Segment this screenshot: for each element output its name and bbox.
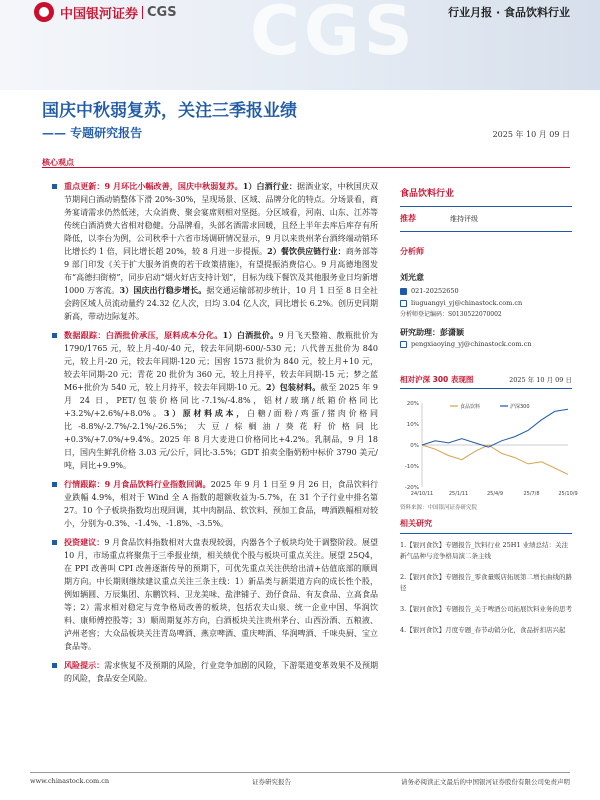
footer-center: 证券研究报告	[252, 778, 291, 786]
phone-icon	[400, 288, 407, 295]
x-tick-label: 25/10/9	[558, 491, 578, 497]
para-market-tracking	[50, 478, 378, 530]
analyst-cert: 分析师登记编码：S0130522070002	[400, 311, 502, 318]
para-keyword: 投资建议：	[64, 537, 105, 547]
analyst-contact	[400, 285, 572, 321]
rating-label: 推荐	[400, 214, 416, 223]
core-divider	[42, 167, 570, 168]
para-keyword: 风险提示：	[64, 660, 105, 670]
related-list	[400, 540, 572, 646]
para-text: 据酒业家，中秋国庆双节期间白酒动销整体下滑 20%-30%，呈现场景、区域、品牌分化的特点。分场景看，商务宴请需求仍然低迷，大众消费、聚会宴席则相对坚挺。分区域看，河南、山东、江苏等传统白酒消费大省相对稳健。分品牌看，头部名酒需求回暖，且经上半年去库后库存有所降低，以李台为例，公司秋季十六省市场调研情况显示，9 月以来贵州茅台酒终端动销环比增长约 1 倍，同比增长超 20%，较 8 月进一步提振。	[64, 182, 378, 256]
industry-section	[400, 180, 572, 207]
x-tick-label: 25/4/9	[486, 491, 504, 497]
rating-row	[400, 213, 572, 232]
logo-mark-icon	[34, 2, 54, 22]
chart-source: 资料来源：中国银河证券研究院	[400, 505, 478, 511]
series-line-0	[422, 445, 568, 474]
chart-header	[400, 372, 572, 389]
logo-cn-text: 中国银河证券	[60, 6, 139, 22]
y-tick-label: 0%	[410, 443, 419, 449]
legend-label: 食品饮料	[460, 404, 481, 410]
para-investment-advice	[50, 536, 378, 653]
analyst-heading: 分析师	[400, 247, 424, 256]
related-item[interactable]: 1.【银河食饮】专题报告_饮料行业 25H1 业绩总结：关注新气品种与竞争格局演二条主线	[400, 541, 569, 560]
industry-label: 食品饮料行业	[400, 189, 455, 199]
main-content	[50, 180, 378, 691]
logo-en-text: CGS	[147, 4, 177, 20]
related-item[interactable]: 4.【银河食饮】月度专题_春节动销分化，食品折扣店兴起	[400, 626, 566, 634]
x-tick-label: 25/1/11	[448, 491, 469, 497]
analyst-name: 刘光意	[400, 273, 424, 282]
legend-label: 沪深300	[510, 404, 530, 410]
footer	[30, 772, 570, 786]
sidebar	[400, 180, 572, 350]
para-text: 9 月飞天整箱、散瓶批价为 1790/1765 元，较上月-40/-40 元，较去年同期-600/-530 元；八代普五批价为 840 元，较上月-20 元，较去年同期-120 元；国窖 1573 批价为 840 元，较上月+10 元，较去年同期-20 元；青花 20 批价为 360 元，较上月持平，较去年同期-15 元；梦之蓝 M6+批价为 540 元，较上月持平，较去年同期-10 元。	[64, 331, 378, 392]
chart-title: 相对沪深 300 表现图	[400, 375, 474, 384]
para-text: 2025 年 9 月 1 日至 9 月 26 日，食品饮料行业跌幅 4.9%，相对于 Wind 全 A 指数的超额收益为-5.7%，在 31 个子行业中排名第 27。10 个子板块指数均出现回调，其中肉制品、软饮料、预加工食品，啤酒跌幅相对较小，分别为-0.3%、-1.4%、-1.8%、-3.5%。	[64, 480, 378, 528]
para-text: 9 月食品饮料指数相对大盘表现较弱，内器各个子板块均处于调整阶段。展望 10 月，市场重点将聚焦于三季报业绩，相关绩优个股与板块可重点关注。展望 25Q4，在 PPI 改善叫 CPI 改善逐渐传导的预期下，可优先重点关注供给出清+估值底部的顺周期方向。中长期则继续建议重点关注三条主线：1）新品类与新渠道方向的成长性个股，例如辆圆、万辰集团、东鹏饮料、卫龙美味、盐津铺子、劲仔食品、有友食品、立高食品等；2）需求相对稳定与竞争格局改善的板块，包括农夫山泉、统一企业中国、华润饮料、康师傅控股等；3）顺周期复苏方向，白酒板块关注贵州茅台、山西汾酒、五粮液、泸州老窖；大众品板块关注青岛啤酒、燕京啤酒、重庆啤酒、华润啤酒、千味央厨、宝立食品等。	[64, 538, 378, 651]
report-subtitle: —— 专题研究报告	[42, 126, 143, 140]
para-text: 截至 2025 年 9 月 24 日，PET/包装价格同比-7.1%/-4.8%，铝材/玻璃/纸箱价格同比+3.2%/+2.6%/+8.0%。	[64, 383, 379, 418]
para-risk-warning	[50, 659, 378, 685]
assistant-label: 研究助理：彭潇颖	[400, 328, 464, 337]
series-line-1	[422, 409, 568, 447]
header-watermark: CGS	[250, 0, 417, 71]
report-date: 2025 年 10 月 09 日	[492, 130, 570, 139]
para-subhead: 1）白酒行业：	[242, 181, 298, 191]
header-bar	[0, 0, 600, 90]
para-text: 商务部等 9 部门印发《关于扩大服务消费的若干政策措施》，有望提振消费信心。9 月高德地图发布“高德扫街榜”，同步启动“烟火好店支持计划”，目标为线下餐饮及其他服务业日均新增 1000 万客流。	[64, 247, 378, 295]
chart-date: 2025 年 10 月 09 日	[509, 376, 572, 384]
rating-value: 维持评级	[450, 215, 478, 223]
x-tick-label: 24/10/11	[410, 491, 434, 497]
analyst-phone: 021-20252650	[411, 287, 459, 295]
para-subhead: 2）餐饮供应链行业：	[267, 246, 346, 256]
para-key-update	[50, 180, 378, 323]
para-data-tracking	[50, 329, 378, 472]
para-keyword: 数据跟踪：白酒批价承压，原料成本分化。	[64, 330, 223, 340]
company-logo	[34, 2, 177, 22]
email-icon	[400, 341, 407, 348]
related-heading: 相关研究	[400, 518, 572, 534]
para-subhead: 3）原材料成本，	[163, 408, 247, 418]
para-subhead: 2）包装材料。	[266, 382, 321, 392]
y-tick-label: -10%	[404, 464, 419, 470]
y-tick-label: -20%	[404, 485, 419, 491]
para-subhead: 1）白酒批价。	[222, 330, 279, 340]
logo-divider	[142, 6, 143, 19]
y-tick-label: 10%	[406, 422, 419, 428]
assistant-email[interactable]: pengxiaoying_yj@chinastock.com.cn	[411, 340, 532, 348]
footer-url[interactable]: www.chinastock.com.cn	[30, 777, 110, 785]
para-keyword: 行情跟踪：9 月食品饮料行业指数回调。	[64, 479, 211, 489]
analyst-email[interactable]: liuguangyi_yj@chinastock.com.cn	[411, 299, 523, 307]
core-view-label: 核心观点	[42, 158, 74, 167]
email-icon	[400, 300, 407, 307]
para-text: 据交通运输部初步统计，10 月 1 日至 8 日全社会跨区域人员流动量约 24.32 亿人次，日均 3.04 亿人次，同比增长 6.2%。创历史同期新高，带动边际复苏。	[64, 286, 378, 321]
footer-disclaimer: 请务必阅读正文最后的中国银河证券股份有限公司免责声明	[401, 778, 570, 786]
performance-chart	[400, 395, 578, 501]
related-item[interactable]: 2.【银河食饮】专题报告_零食量贩店拓展第二增长曲线的路径	[400, 573, 572, 592]
report-category: 行业月报 · 食品饮料行业	[448, 6, 570, 19]
para-keyword: 重点更新：9 月环比小幅改善，国庆中秋弱复苏。	[64, 181, 243, 191]
related-item[interactable]: 3.【银河食饮】专题报告_关于啤酒公司拓展饮料业务的思考	[400, 605, 572, 613]
report-title: 国庆中秋弱复苏，关注三季报业绩	[42, 101, 297, 121]
para-text: 需求恢复不及预期的风险，行业竞争加剧的风险，下游渠道变革效果不及预期的风险，食品安全风险。	[64, 661, 378, 683]
para-subhead: 3）国庆出行稳步增长。	[119, 285, 207, 295]
para-text: 白糖/面粉/鸡蛋/猪肉价格同比-8.8%/-2.7%/-2.1%/-26.5%；大豆/棕榈油/葵花籽价格同比+0.3%/+7.0%/+9.4%。2025 年 8 月大麦进口价格同比+4.2%。乳制品，9 月 18 日，国内生鲜乳价格 3.03 元/公斤，同比-3.5%；GDT 拍卖全脂奶粉中标价 3790 美元/吨，同比+9.9%。	[64, 409, 378, 470]
x-tick-label: 25/7/8	[523, 491, 540, 497]
y-tick-label: 20%	[406, 401, 419, 407]
